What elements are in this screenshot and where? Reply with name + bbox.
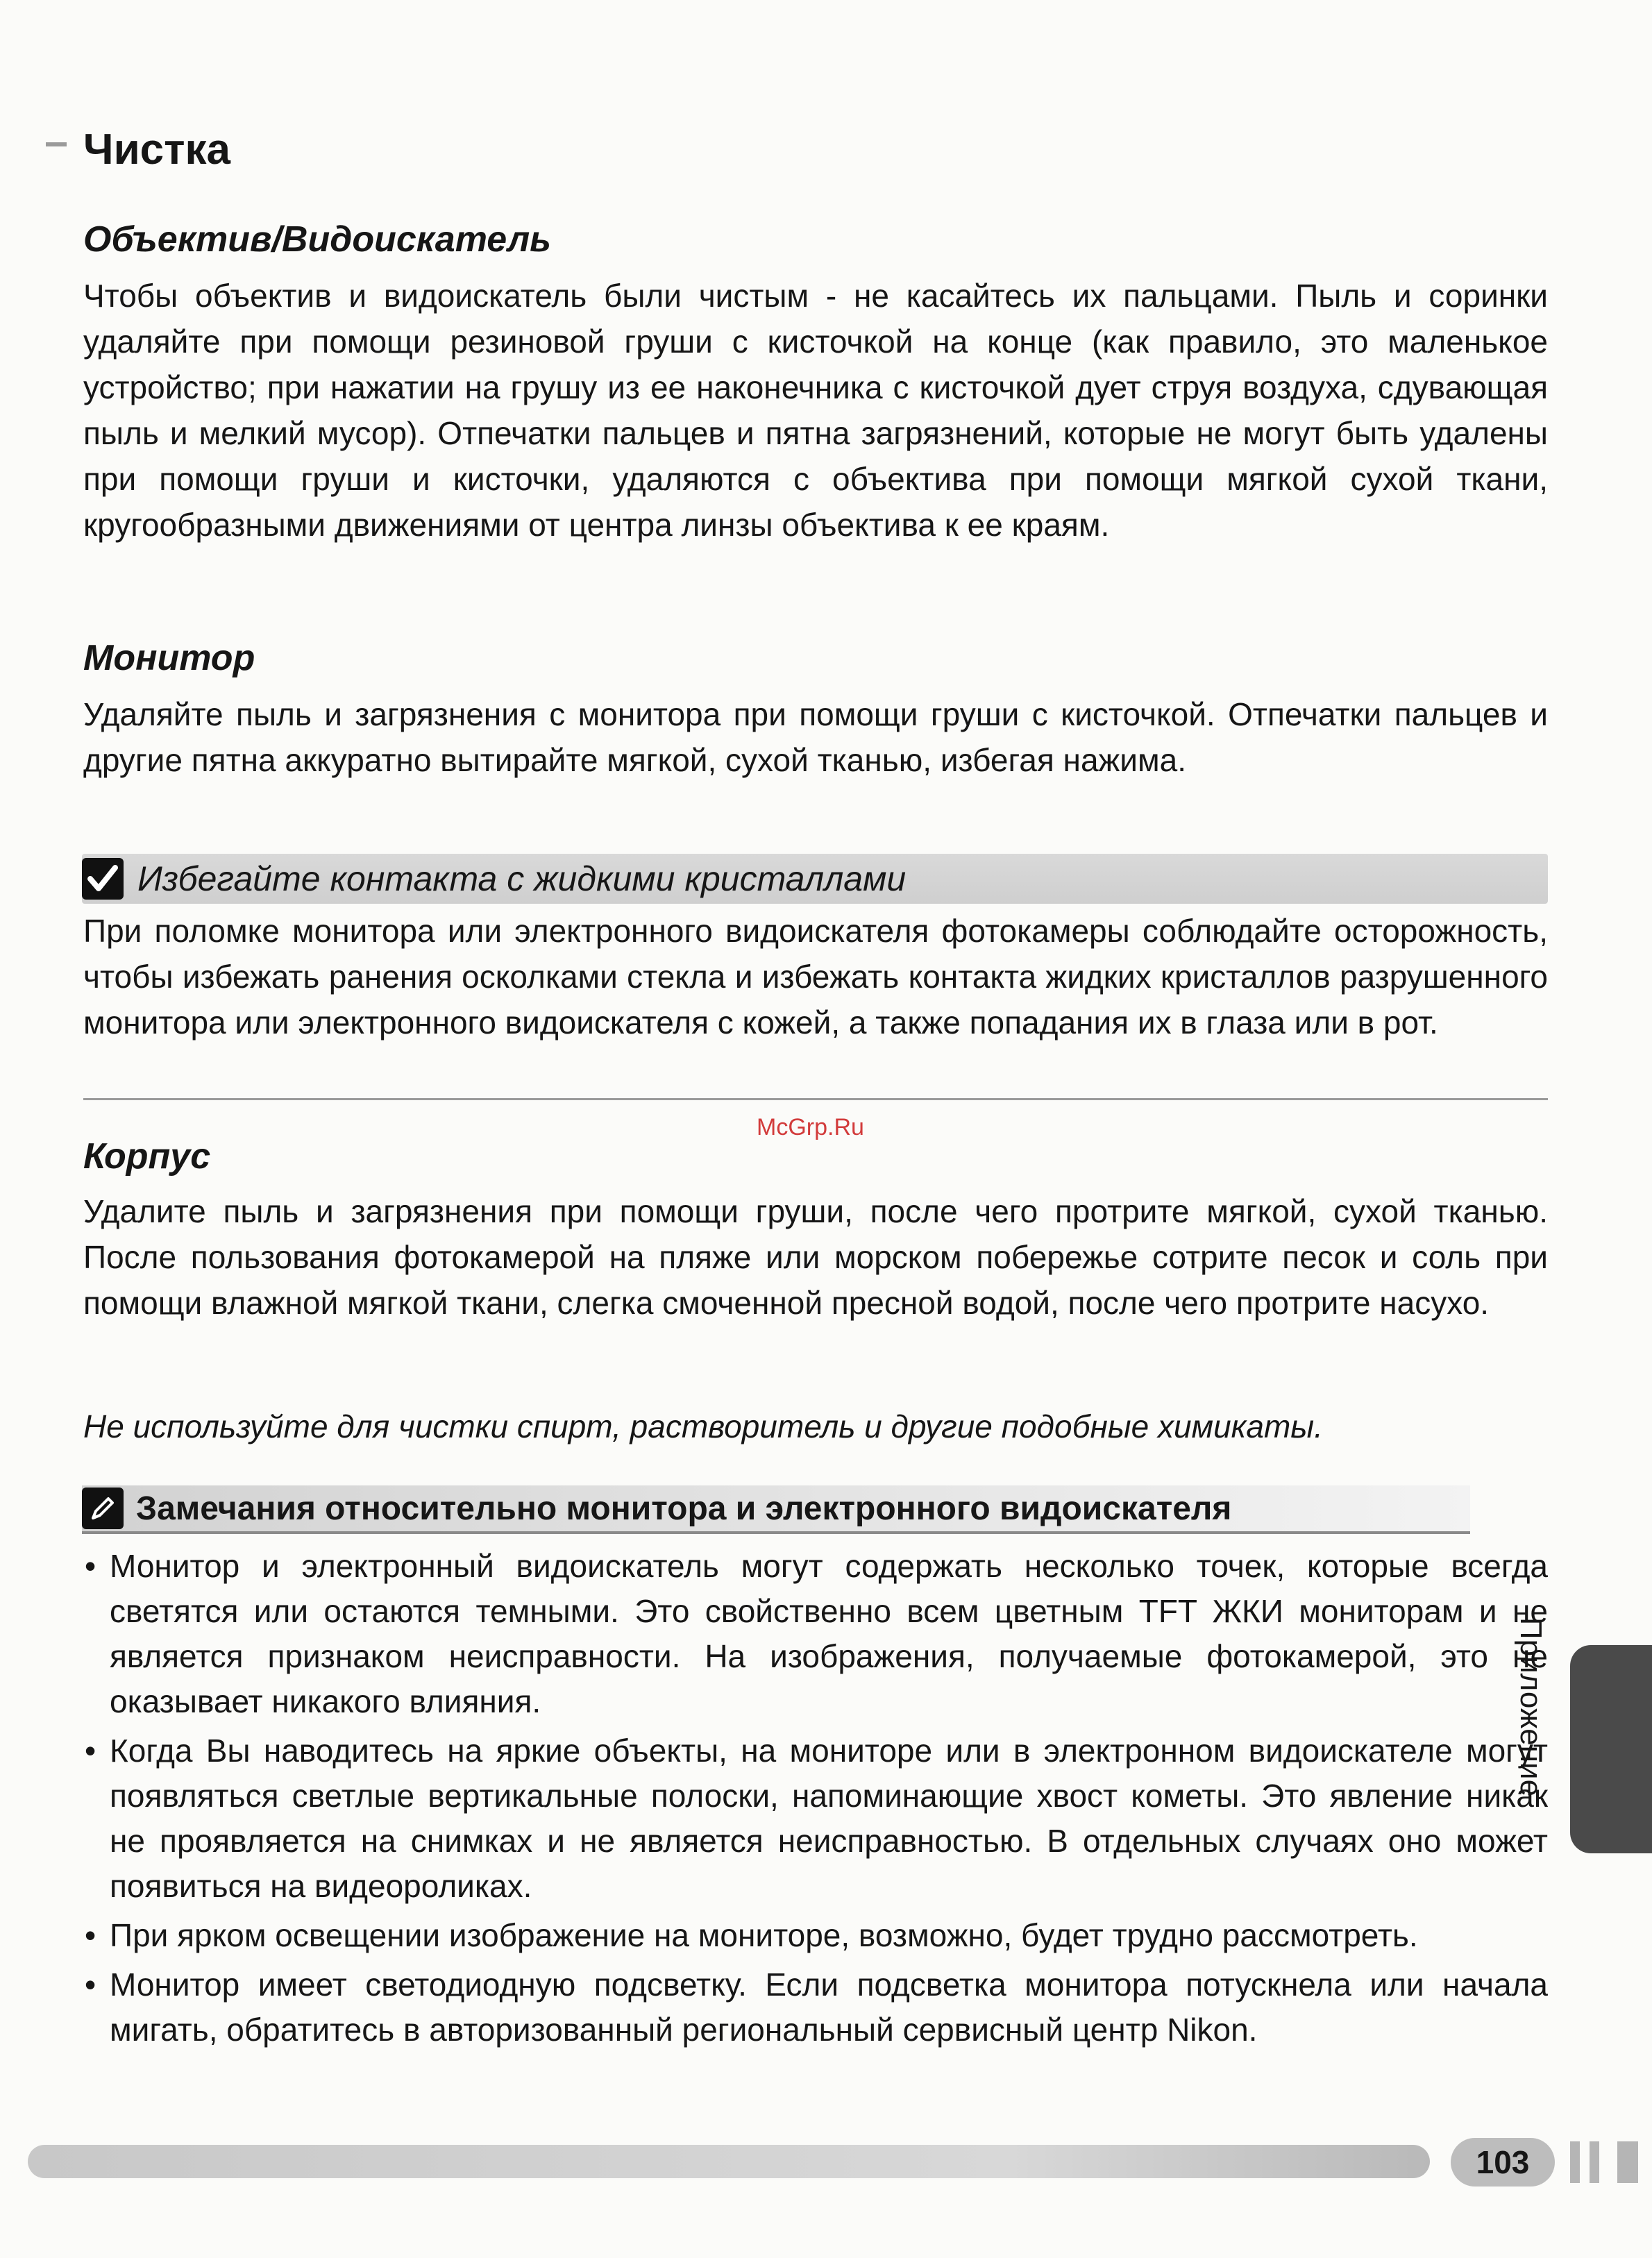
notes-title: Замечания относительно монитора и электронного видоискателя xyxy=(136,1490,1232,1527)
warning-divider xyxy=(83,1098,1548,1100)
side-tab-marker xyxy=(1570,1645,1652,1853)
body-paragraph: Удалите пыль и загрязнения при помощи груши, после чего протрите мягкой, сухой тканью. После пользования фотокамерой на пляже или морском побережье сотрите песок и соль при помощи влажной мягкой ткани, слегка смоченной пресной водой, после чего протрите насухо. xyxy=(83,1193,1548,1321)
pencil-icon xyxy=(82,1488,124,1529)
watermark: McGrp.Ru xyxy=(757,1114,864,1140)
list-item: • Монитор имеет светодиодную подсветку. Если подсветка монитора потускнела или начала мигать, обратитесь в авторизованный региональный сервисный центр Nikon. xyxy=(83,1962,1548,2053)
notes-header xyxy=(82,1485,1470,1534)
monitor-heading: Монитор xyxy=(83,638,255,678)
list-item: • Монитор и электронный видоискатель могут содержать несколько точек, которые всегда светятся или остаются темными. Это свойственно всем цветным TFT ЖКИ мониторам и не является признаком неисправности. На изображения, получаемые фотокамерой, это не оказывает никакого влияния. xyxy=(83,1544,1548,1724)
lens-paragraph: Чтобы объектив и видоискатель были чистым - не касайтесь их пальцами. Пыль и соринки удаляйте при помощи резиновой груши с кисточкой на конце (как правило, это маленькое устройство; при нажатии на грушу из ее наконечника с кисточкой дует струя воздуха, сдувающая пыль и мелкий мусор). Отпечатки пальцев и пятна загрязнений, которые не могут быть удалены при помощи груши и кисточки, удаляются с объектива при помощи мягкой сухой ткани, кругообразными движениями от центра линзы объектива к ее краям. xyxy=(83,278,1548,543)
monitor-paragraph: Удаляйте пыль и загрязнения с монитора при помощи груши с кисточкой. Отпечатки пальцев и другие пятна аккуратно вытирайте мягкой, сухой тканью, избегая нажима. xyxy=(83,696,1548,778)
decorative-dash xyxy=(46,142,67,146)
footer-stripe xyxy=(1617,2141,1638,2183)
side-tab-text: Приложение xyxy=(1514,1617,1548,1797)
warning-header xyxy=(82,854,1548,904)
footer-bar xyxy=(28,2145,1430,2178)
list-item: • При ярком освещении изображение на мониторе, возможно, будет трудно рассмотреть. xyxy=(83,1913,1548,1958)
list-item: • Когда Вы наводитесь на яркие объекты, на мониторе или в электронном видоискателе могут появляться светлые вертикальные полоски, напоминающие хвост кометы. Это явление никак не проявляется на снимках и не является неисправностью. В отдельных случаях оно может появиться на видеороликах. xyxy=(83,1728,1548,1909)
warning-paragraph: При поломке монитора или электронного видоискателя фотокамеры соблюдайте осторожность, чтобы избежать ранения осколками стекла и избежать контакта жидких кристаллов разрушенного монитора или электронного видоискателя с кожей, а также попадания их в глаза или в рот. xyxy=(83,913,1548,1040)
body-heading: Корпус xyxy=(83,1136,211,1177)
page-title: Чистка xyxy=(83,126,231,174)
warning-title: Избегайте контакта с жидкими кристаллами xyxy=(137,859,907,898)
notes-list xyxy=(83,1544,1548,2057)
side-tab-label xyxy=(1506,1617,1548,1826)
checkmark-icon xyxy=(82,858,124,900)
chemicals-note: Не используйте для чистки спирт, растворитель и другие подобные химикаты. xyxy=(83,1408,1323,1444)
footer-stripe xyxy=(1590,2141,1599,2183)
lens-heading: Объектив/Видоискатель xyxy=(83,219,552,260)
page-number: 103 xyxy=(1451,2138,1555,2187)
footer-stripe xyxy=(1570,2141,1580,2183)
